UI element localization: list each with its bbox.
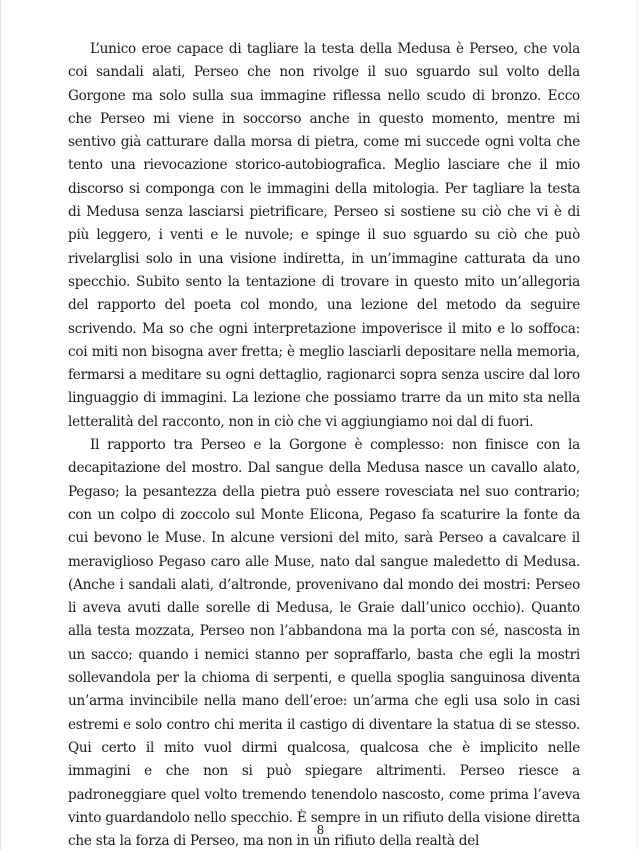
paragraph: Il rapporto tra Perseo e la Gorgone è complesso: non finisce con la decapitazione del mostro. Dal sangue della Medusa nasce un cavallo alato, Pegaso; la pesantezza della pietra può essere rovesciata nel suo contrario; con un colpo di zoccolo sul Monte Elicona, Pegaso fa scaturire la fonte da cui bevono le Muse. In alcune versioni del mito, sarà Perseo a cavalcare il meraviglioso Pegaso caro alle Muse, nato dal sangue maledetto di Medusa. (Anche i sandali alati, d’altronde, provenivano dal mondo dei mostri: Perseo li aveva avuti dalle sorelle di Medusa, le Graie dall’unico occhio). Quanto alla testa mozzata, Perseo non l’abbandona ma la porta con sé, nascosta in un sacco; quando i nemici stanno per sopraffarlo, basta che egli la mostri sollevandola per la chioma di serpenti, e quella spoglia sanguinosa diventa un’arma invincibile nella mano dell’eroe: un’arma che egli usa solo in casi estremi e solo contro chi merita il castigo di diventare la statua di se stesso. Qui certo il mito vuol dirmi qualcosa, qualcosa che è implicito nelle immagini e che non si può spiegare altrimenti. Perseo riesce a padroneggiare quel volto tremendo tenendolo nascosto, come prima l’aveva vinto guardandolo nello specchio. È sempre in un rifiuto della visione diretta che sta la forza di Perseo, ma non in un rifiuto della realtà del (68, 437, 580, 850)
page-number: 8 (316, 823, 325, 837)
paragraph: L’unico eroe capace di tagliare la testa della Medusa è Perseo, che vola coi sandali alati, Perseo che non rivolge il suo sguardo sul volto della Gorgone ma solo sulla sua immagine riflessa nello scudo di bronzo. Ecco che Perseo mi viene in soccorso anche in questo momento, mentre mi sentivo già catturare dalla morsa di pietra, come mi succede ogni volta che tento una rievocazione storico-autobiografica. Meglio lasciare che il mio discorso si componga con le immagini della mitologia. Per tagliare la testa di Medusa senza lasciarsi pietrificare, Perseo si sostiene su ciò che vi è di più leggero, i venti e le nuvole; e spinge il suo sguardo su ciò che può rivelarglisi solo in una visione indiretta, in un’immagine catturata da uno specchio. Subito sento la tentazione di trovare in questo mito un’allegoria del rapporto del poeta col mondo, una lezione del metodo da seguire scrivendo. Ma so che ogni interpretazione impoverisce il mito e lo soffoca: coi miti non bisogna aver fretta; è meglio lasciarli depositare nella memoria, fermarsi a meditare su ogni dettaglio, ragionarci sopra senza uscire dal loro linguaggio di immagini. La lezione che possiamo trarre da un mito sta nella letteralità del racconto, non in ciò che vi aggiungiamo noi dal di fuori. (68, 41, 580, 430)
body-text (68, 38, 580, 853)
